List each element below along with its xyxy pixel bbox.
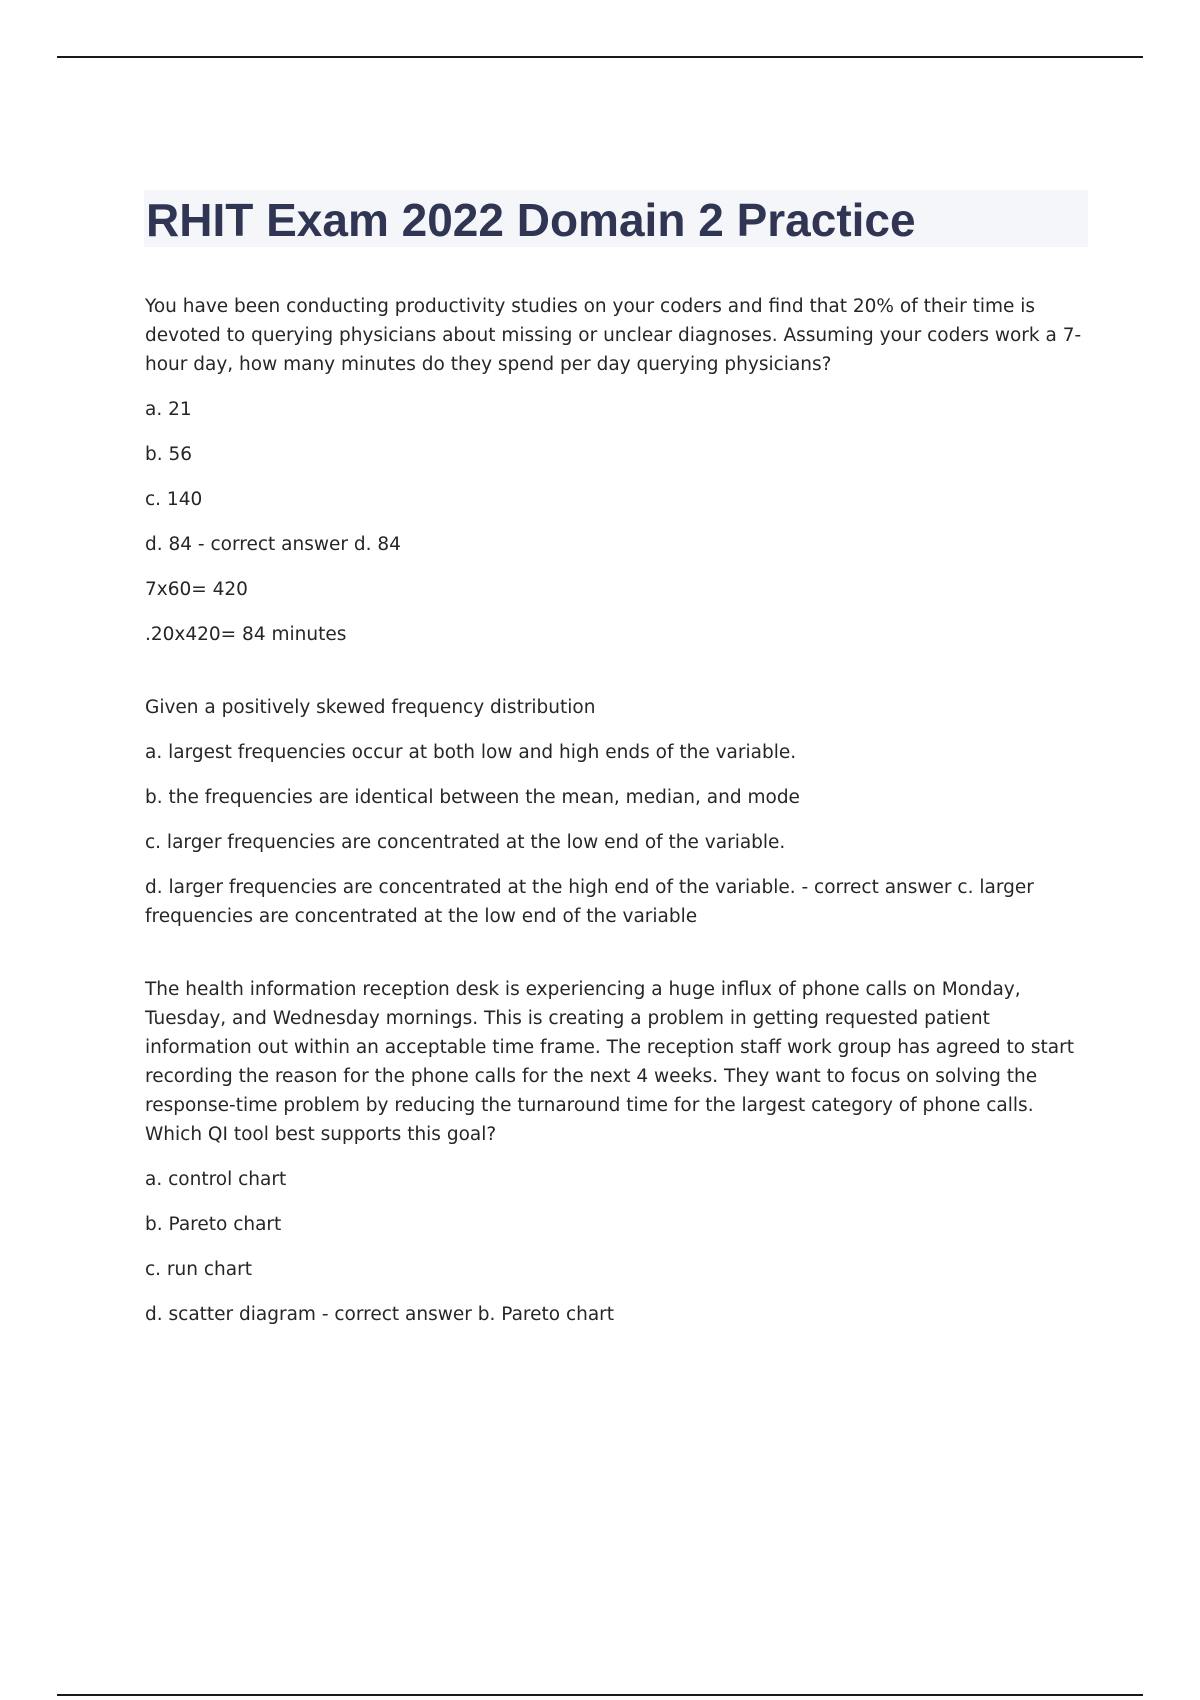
page-title: RHIT Exam 2022 Domain 2 Practice [146,194,916,246]
answer-option: d. larger frequencies are concentrated at the high end of the variable. - correct answer c. larger frequencies are concentrated at the low end of the variable [145,877,1034,927]
answer-option: a. control chart [145,1169,287,1190]
explanation-line: 7x60= 420 [145,579,248,600]
question-stem: You have been conducting productivity studies on your coders and find that 20% of their time is devoted to querying physicians about missing or unclear diagnoses. Assuming your coders work a 7-hour day, how many minutes do they spend per day querying physicians? [145,296,1082,375]
answer-option: b. Pareto chart [145,1214,282,1235]
document-body [145,292,1089,1345]
bottom-rule [57,1694,1143,1696]
question-2 [145,693,1089,931]
answer-option: c. 140 [145,489,203,510]
top-rule [57,56,1143,58]
answer-option: b. the frequencies are identical between the mean, median, and mode [145,787,800,808]
question-1 [145,292,1089,649]
answer-option: d. 84 - correct answer d. 84 [145,534,401,555]
answer-option: a. largest frequencies occur at both low and high ends of the variable. [145,742,797,763]
answer-option: d. scatter diagram - correct answer b. Pareto chart [145,1304,615,1325]
answer-option: c. run chart [145,1259,252,1280]
answer-option: b. 56 [145,444,193,465]
question-stem: The health information reception desk is experiencing a huge influx of phone calls on Monday, Tuesday, and Wednesday mornings. This is creating a problem in getting requested patient information out within an acceptable time frame. The reception staff work group has agreed to start recording the reason for the phone calls for the next 4 weeks. They want to focus on solving the response-time problem by reducing the turnaround time for the largest category of phone calls. Which QI tool best supports this goal? [145,979,1074,1145]
question-3 [145,975,1089,1329]
answer-option: a. 21 [145,399,192,420]
question-stem: Given a positively skewed frequency distribution [145,697,596,718]
explanation-line: .20x420= 84 minutes [145,624,347,645]
answer-option: c. larger frequencies are concentrated at the low end of the variable. [145,832,786,853]
